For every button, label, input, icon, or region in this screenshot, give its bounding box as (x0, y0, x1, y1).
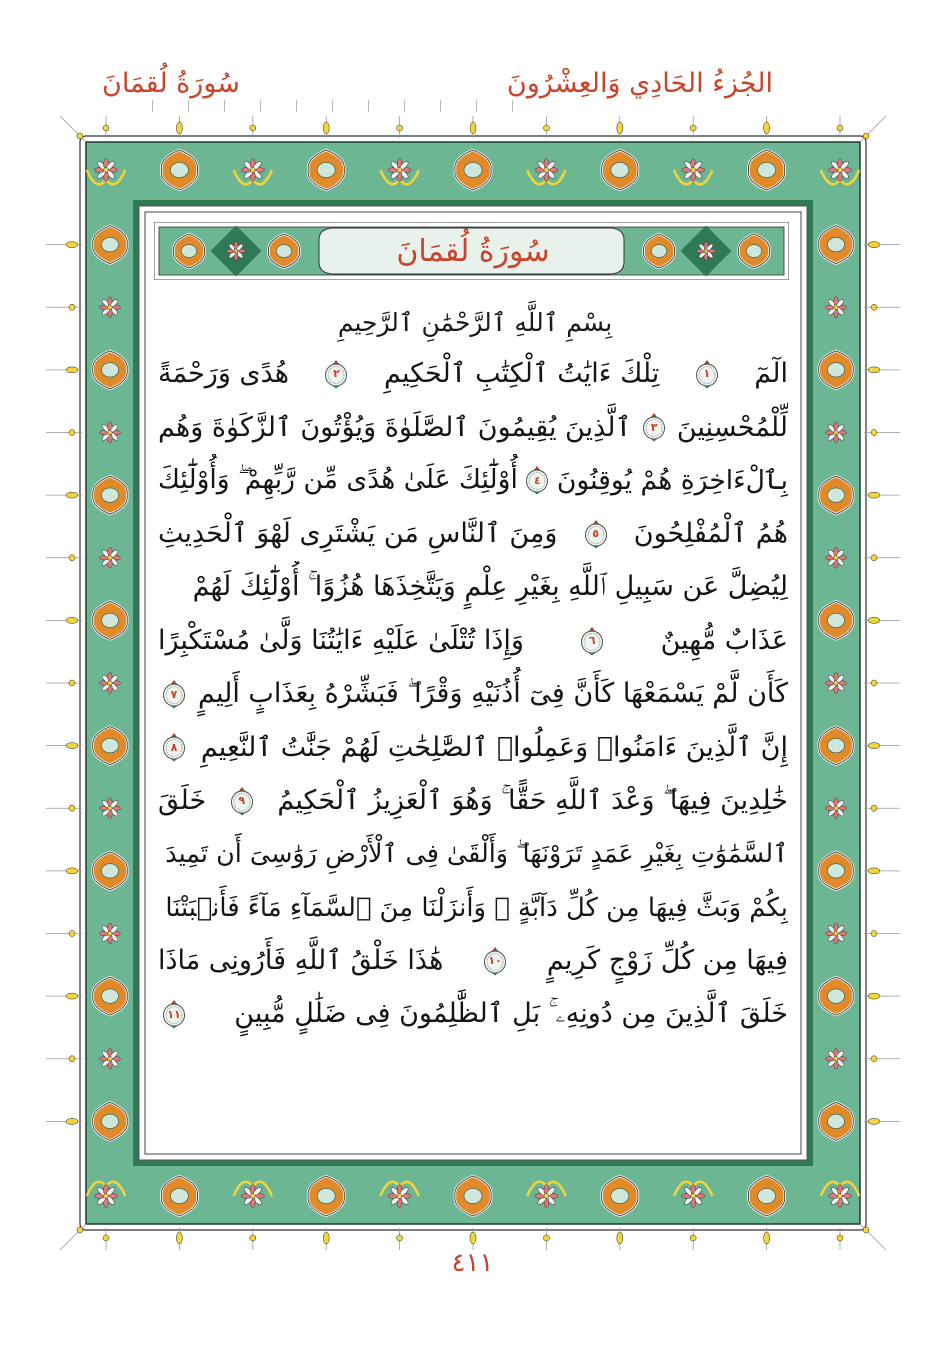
verse-text: كَأَن لَّمْ يَسْمَعْهَا كَأَنَّ فِىٓ أُذُنَيْهِ وَقْرًا ۖ فَبَشِّرْهُ بِعَذَابٍ أَلِيمٍ (198, 678, 788, 710)
verse-text: خَلَقَ ٱلَّذِينَ مِن دُونِهِۦ ۚ بَلِ ٱلظَّٰلِمُونَ فِى ضَلَٰلٍ مُّبِينٍ (234, 998, 788, 1030)
ayah-marker (695, 359, 719, 389)
verse-text: هَٰذَا خَلْقُ ٱللَّهِ فَأَرُونِى مَاذَا (158, 945, 444, 977)
verse-line (158, 667, 788, 720)
verse-text: هُدًى وَرَحْمَةً (158, 358, 289, 390)
verse-text: إِنَّ ٱلَّذِينَ ءَامَنُوا۟ وَعَمِلُوا۟ ٱلصَّٰلِحَٰتِ لَهُمْ جَنَّٰتُ ٱلنَّعِيمِ (200, 731, 788, 763)
surah-title: سُورَةُ لُقمَانَ (396, 233, 550, 269)
verse-text: بِٱلْءَاخِرَةِ هُمْ يُوقِنُونَ (556, 464, 788, 496)
verse-text: فِيهَا مِن كُلِّ زَوْجٍ كَرِيمٍ (546, 945, 788, 977)
ayah-marker (525, 465, 549, 495)
verse-text: وَمِنَ ٱلنَّاسِ مَن يَشْتَرِى لَهْوَ ٱلْحَدِيثِ (158, 518, 558, 550)
verse-line (158, 454, 788, 507)
verse-text: الٓمٓ (754, 358, 788, 390)
basmala: بِسْمِ ٱللَّهِ ٱلرَّحْمَٰنِ ٱلرَّحِيمِ (337, 307, 613, 337)
ayah-marker (483, 946, 507, 976)
verse-line (158, 721, 788, 774)
ayah-marker (162, 679, 186, 709)
verse-line (158, 828, 788, 881)
verse-text: خَٰلِدِينَ فِيهَا ۖ وَعْدَ ٱللَّهِ حَقًّا ۚ وَهُوَ ٱلْعَزِيزُ ٱلْحَكِيمُ (277, 784, 788, 816)
verse-line (158, 774, 788, 827)
verse-line (158, 988, 788, 1041)
ayah-number: ١١ (167, 1007, 181, 1021)
verse-line (158, 614, 788, 667)
verse-text: ٱلسَّمَٰوَٰتِ بِغَيْرِ عَمَدٍ تَرَوْنَهَا ۖ وَأَلْقَىٰ فِى ٱلْأَرْضِ رَوَٰسِىَ أَن تَمِيدَ (165, 838, 788, 869)
verse-text: تِلْكَ ءَايَٰتُ ٱلْكِتَٰبِ ٱلْحَكِيمِ (383, 358, 660, 390)
verse-text: بِكُمْ وَبَثَّ فِيهَا مِن كُلِّ دَآبَّةٍ ۚ وَأَنزَلْنَا مِنَ ٱلسَّمَآءِ مَآءً فَأَنۢبَتْنَا (165, 892, 788, 923)
ayah-marker (580, 626, 604, 656)
ayah-number: ٨ (170, 740, 178, 754)
ayah-number: ١ (703, 367, 711, 381)
ayah-number: ٩ (238, 794, 246, 808)
verse-text: ٱلَّذِينَ يُقِيمُونَ ٱلصَّلَوٰةَ وَيُؤْتُونَ ٱلزَّكَوٰةَ وَهُم (158, 411, 632, 443)
ayah-marker (162, 999, 186, 1029)
verse-line (158, 934, 788, 987)
verse-line (158, 400, 788, 453)
verse-line (158, 347, 788, 400)
verse-line (158, 507, 788, 560)
ayah-number: ٧ (170, 687, 178, 701)
ayah-number: ٢ (333, 367, 340, 381)
verse-lines (158, 347, 788, 1041)
verse-text: عَذَابٌ مُّهِينٌ (660, 625, 788, 657)
ayah-marker (642, 412, 666, 442)
verse-text: لِّلْمُحْسِنِينَ (676, 411, 788, 443)
ayah-marker (584, 519, 608, 549)
juz-header: الجُزءُ الحَادِي وَالعِشْرُونَ (506, 68, 773, 99)
ayah-number: ١٠ (488, 954, 502, 968)
ayah-number: ٤ (533, 473, 541, 487)
verse-text: وَإِذَا تُتْلَىٰ عَلَيْهِ ءَايَٰتُنَا وَلَّىٰ مُسْتَكْبِرًا (158, 625, 524, 657)
ayah-marker (324, 359, 348, 389)
ayah-marker (230, 786, 254, 816)
ayah-marker (162, 732, 186, 762)
verse-text: هُمُ ٱلْمُفْلِحُونَ (633, 518, 788, 550)
ayah-number: ٥ (592, 527, 599, 541)
verse-text: أُوْلَٰٓئِكَ عَلَىٰ هُدًى مِّن رَّبِّهِمْ ۖ وَأُوْلَٰٓئِكَ (158, 464, 518, 496)
verse-text: خَلَقَ (158, 785, 207, 817)
verse-line (158, 881, 788, 934)
ayah-number: ٣ (650, 420, 658, 434)
ayah-number: ٦ (588, 634, 596, 648)
surah-header: سُورَةُ لُقمَانَ (102, 68, 240, 99)
verse-line (158, 561, 788, 614)
page-number: ٤١١ (451, 1248, 494, 1278)
verse-text: لِيُضِلَّ عَن سَبِيلِ ٱللَّهِ بِغَيْرِ عِلْمٍ وَيَتَّخِذَهَا هُزُوًا ۚ أُوْلَٰٓئِكَ لَهُمْ (192, 571, 788, 603)
